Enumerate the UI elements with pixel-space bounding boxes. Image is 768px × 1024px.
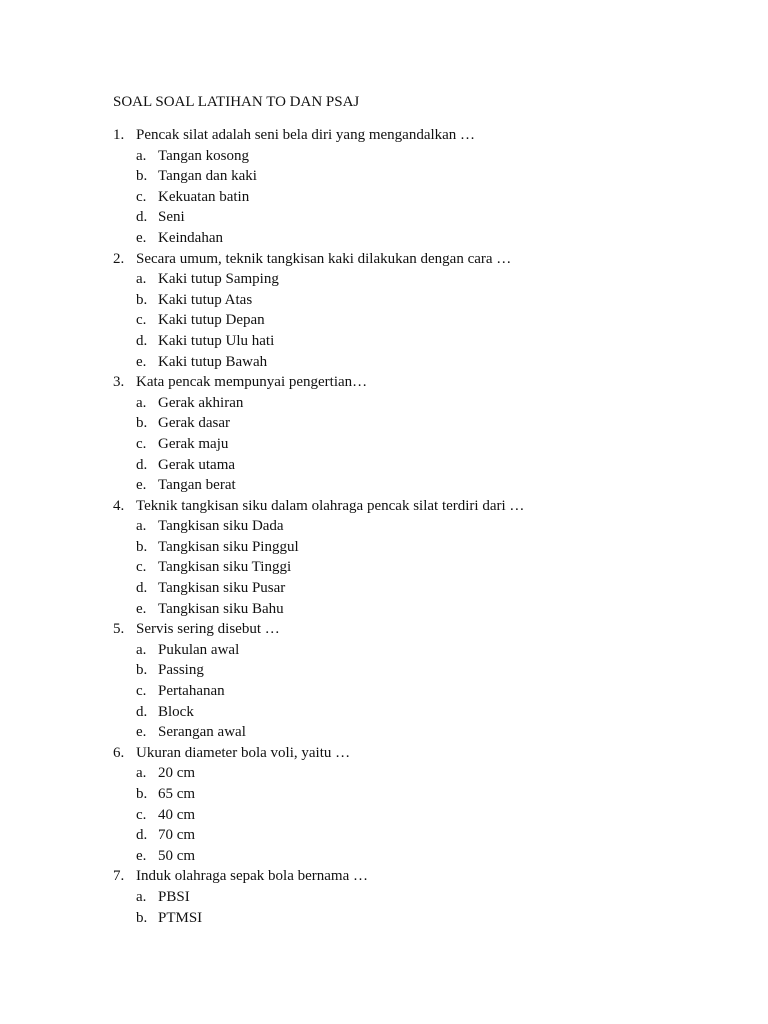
option-item bbox=[0, 722, 768, 743]
option-item bbox=[0, 413, 768, 434]
option-item bbox=[0, 228, 768, 249]
option-text: Kekuatan batin bbox=[158, 188, 250, 205]
option-letter: d. bbox=[136, 703, 148, 720]
option-letter: a. bbox=[136, 765, 147, 782]
option-item bbox=[0, 681, 768, 702]
question-line bbox=[0, 619, 768, 640]
option-text: Gerak dasar bbox=[158, 415, 231, 432]
option-item bbox=[0, 578, 768, 599]
option-item bbox=[0, 290, 768, 311]
question-text: Induk olahraga sepak bola bernama … bbox=[136, 868, 368, 885]
option-item bbox=[0, 434, 768, 455]
question-list bbox=[0, 125, 768, 928]
question-line bbox=[0, 496, 768, 517]
question-number: 6. bbox=[113, 744, 125, 761]
option-text: Kaki tutup Depan bbox=[158, 312, 265, 329]
option-text: 40 cm bbox=[158, 806, 196, 823]
option-letter: c. bbox=[136, 188, 147, 205]
option-text: 65 cm bbox=[158, 786, 196, 802]
option-text: PBSI bbox=[158, 888, 190, 905]
option-letter: c. bbox=[136, 312, 147, 329]
option-list bbox=[0, 640, 768, 743]
option-text: Kaki tutup Samping bbox=[158, 271, 279, 288]
question-text: Servis sering disebut … bbox=[136, 621, 280, 638]
question-line bbox=[0, 249, 768, 270]
option-text: Serangan awal bbox=[158, 724, 246, 741]
option-text: Keindahan bbox=[158, 229, 223, 246]
option-text: Seni bbox=[158, 209, 185, 226]
question-line bbox=[0, 743, 768, 764]
question-item bbox=[0, 743, 768, 867]
question-item bbox=[0, 372, 768, 496]
option-item bbox=[0, 310, 768, 331]
option-text: Kaki tutup Ulu hati bbox=[158, 332, 275, 349]
option-item bbox=[0, 269, 768, 290]
option-item bbox=[0, 537, 768, 558]
question-text: Secara umum, teknik tangkisan kaki dilakukan dengan cara … bbox=[136, 250, 512, 267]
option-letter: b. bbox=[136, 909, 148, 926]
option-letter: d. bbox=[136, 827, 148, 844]
option-item bbox=[0, 146, 768, 167]
option-item bbox=[0, 784, 768, 805]
option-item bbox=[0, 640, 768, 661]
option-text: Tangkisan siku Tinggi bbox=[158, 559, 292, 576]
question-text: Ukuran diameter bola voli, yaitu … bbox=[136, 744, 351, 761]
option-text: Tangan berat bbox=[158, 477, 236, 494]
option-text: Tangkisan siku Dada bbox=[158, 518, 284, 535]
question-number: 5. bbox=[113, 621, 125, 638]
question-line bbox=[0, 125, 768, 146]
option-list bbox=[0, 887, 768, 928]
option-letter: b. bbox=[136, 538, 148, 555]
question-item bbox=[0, 125, 768, 249]
option-item bbox=[0, 207, 768, 228]
option-item bbox=[0, 331, 768, 352]
option-letter: b. bbox=[136, 662, 148, 679]
question-number: 2. bbox=[113, 250, 125, 267]
option-text: Pertahanan bbox=[158, 683, 225, 700]
option-letter: a. bbox=[136, 147, 147, 164]
option-item bbox=[0, 187, 768, 208]
option-letter: b. bbox=[136, 168, 148, 185]
option-list bbox=[0, 516, 768, 619]
option-text: Tangan dan kaki bbox=[158, 168, 257, 185]
option-item bbox=[0, 702, 768, 723]
option-item bbox=[0, 557, 768, 578]
option-text: PTMSI bbox=[158, 909, 203, 926]
option-letter: d. bbox=[136, 580, 148, 597]
option-letter: e. bbox=[136, 477, 147, 494]
option-letter: a. bbox=[136, 394, 147, 411]
option-text: 70 cm bbox=[158, 827, 196, 844]
option-text: Passing bbox=[158, 662, 204, 679]
option-list bbox=[0, 269, 768, 372]
question-text: Pencak silat adalah seni bela diri yang mengandalkan … bbox=[136, 127, 476, 143]
option-letter: e. bbox=[136, 847, 147, 864]
question-line bbox=[0, 372, 768, 393]
option-letter: b. bbox=[136, 415, 148, 432]
question-number: 7. bbox=[113, 868, 125, 885]
option-list bbox=[0, 763, 768, 866]
question-item bbox=[0, 249, 768, 373]
option-item bbox=[0, 393, 768, 414]
option-item bbox=[0, 908, 768, 929]
question-text: Teknik tangkisan siku dalam olahraga pencak silat terdiri dari … bbox=[136, 497, 525, 514]
option-text: Gerak maju bbox=[158, 435, 229, 452]
option-item bbox=[0, 846, 768, 867]
option-item bbox=[0, 352, 768, 373]
option-text: Block bbox=[158, 703, 194, 720]
option-letter: d. bbox=[136, 209, 148, 226]
option-letter: a. bbox=[136, 641, 147, 658]
question-item bbox=[0, 866, 768, 928]
option-letter: d. bbox=[136, 332, 148, 349]
question-text: Kata pencak mempunyai pengertian… bbox=[136, 374, 368, 391]
option-text: Tangkisan siku Pinggul bbox=[158, 538, 299, 555]
option-list bbox=[0, 146, 768, 249]
option-letter: a. bbox=[136, 271, 147, 288]
option-text: Gerak akhiran bbox=[158, 394, 244, 411]
option-item bbox=[0, 887, 768, 908]
option-letter: a. bbox=[136, 518, 147, 535]
document-title: SOAL SOAL LATIHAN TO DAN PSAJ bbox=[113, 94, 360, 110]
option-text: Pukulan awal bbox=[158, 641, 240, 658]
option-text: Gerak utama bbox=[158, 456, 236, 473]
option-letter: c. bbox=[136, 559, 147, 576]
option-letter: e. bbox=[136, 724, 147, 741]
option-item bbox=[0, 825, 768, 846]
option-letter: c. bbox=[136, 683, 147, 700]
question-line bbox=[0, 866, 768, 887]
option-text: Tangkisan siku Pusar bbox=[158, 580, 286, 597]
question-number: 3. bbox=[113, 374, 125, 391]
question-number: 1. bbox=[113, 127, 125, 143]
option-letter: d. bbox=[136, 456, 148, 473]
option-letter: a. bbox=[136, 888, 147, 905]
question-item bbox=[0, 496, 768, 620]
option-letter: b. bbox=[136, 291, 148, 308]
option-item bbox=[0, 166, 768, 187]
option-list bbox=[0, 393, 768, 496]
option-item bbox=[0, 805, 768, 826]
option-text: Kaki tutup Bawah bbox=[158, 353, 268, 370]
option-text: Kaki tutup Atas bbox=[158, 291, 253, 308]
question-number: 4. bbox=[113, 497, 125, 514]
question-item bbox=[0, 619, 768, 743]
option-item bbox=[0, 599, 768, 620]
option-letter: b. bbox=[136, 786, 148, 802]
option-item bbox=[0, 475, 768, 496]
option-letter: e. bbox=[136, 600, 147, 617]
option-item bbox=[0, 763, 768, 784]
option-text: Tangan kosong bbox=[158, 147, 250, 164]
option-item bbox=[0, 516, 768, 537]
option-text: 50 cm bbox=[158, 847, 196, 864]
option-letter: e. bbox=[136, 353, 147, 370]
option-item bbox=[0, 660, 768, 681]
option-letter: c. bbox=[136, 806, 147, 823]
option-letter: c. bbox=[136, 435, 147, 452]
option-item bbox=[0, 455, 768, 476]
option-text: Tangkisan siku Bahu bbox=[158, 600, 284, 617]
option-letter: e. bbox=[136, 229, 147, 246]
option-text: 20 cm bbox=[158, 765, 196, 782]
